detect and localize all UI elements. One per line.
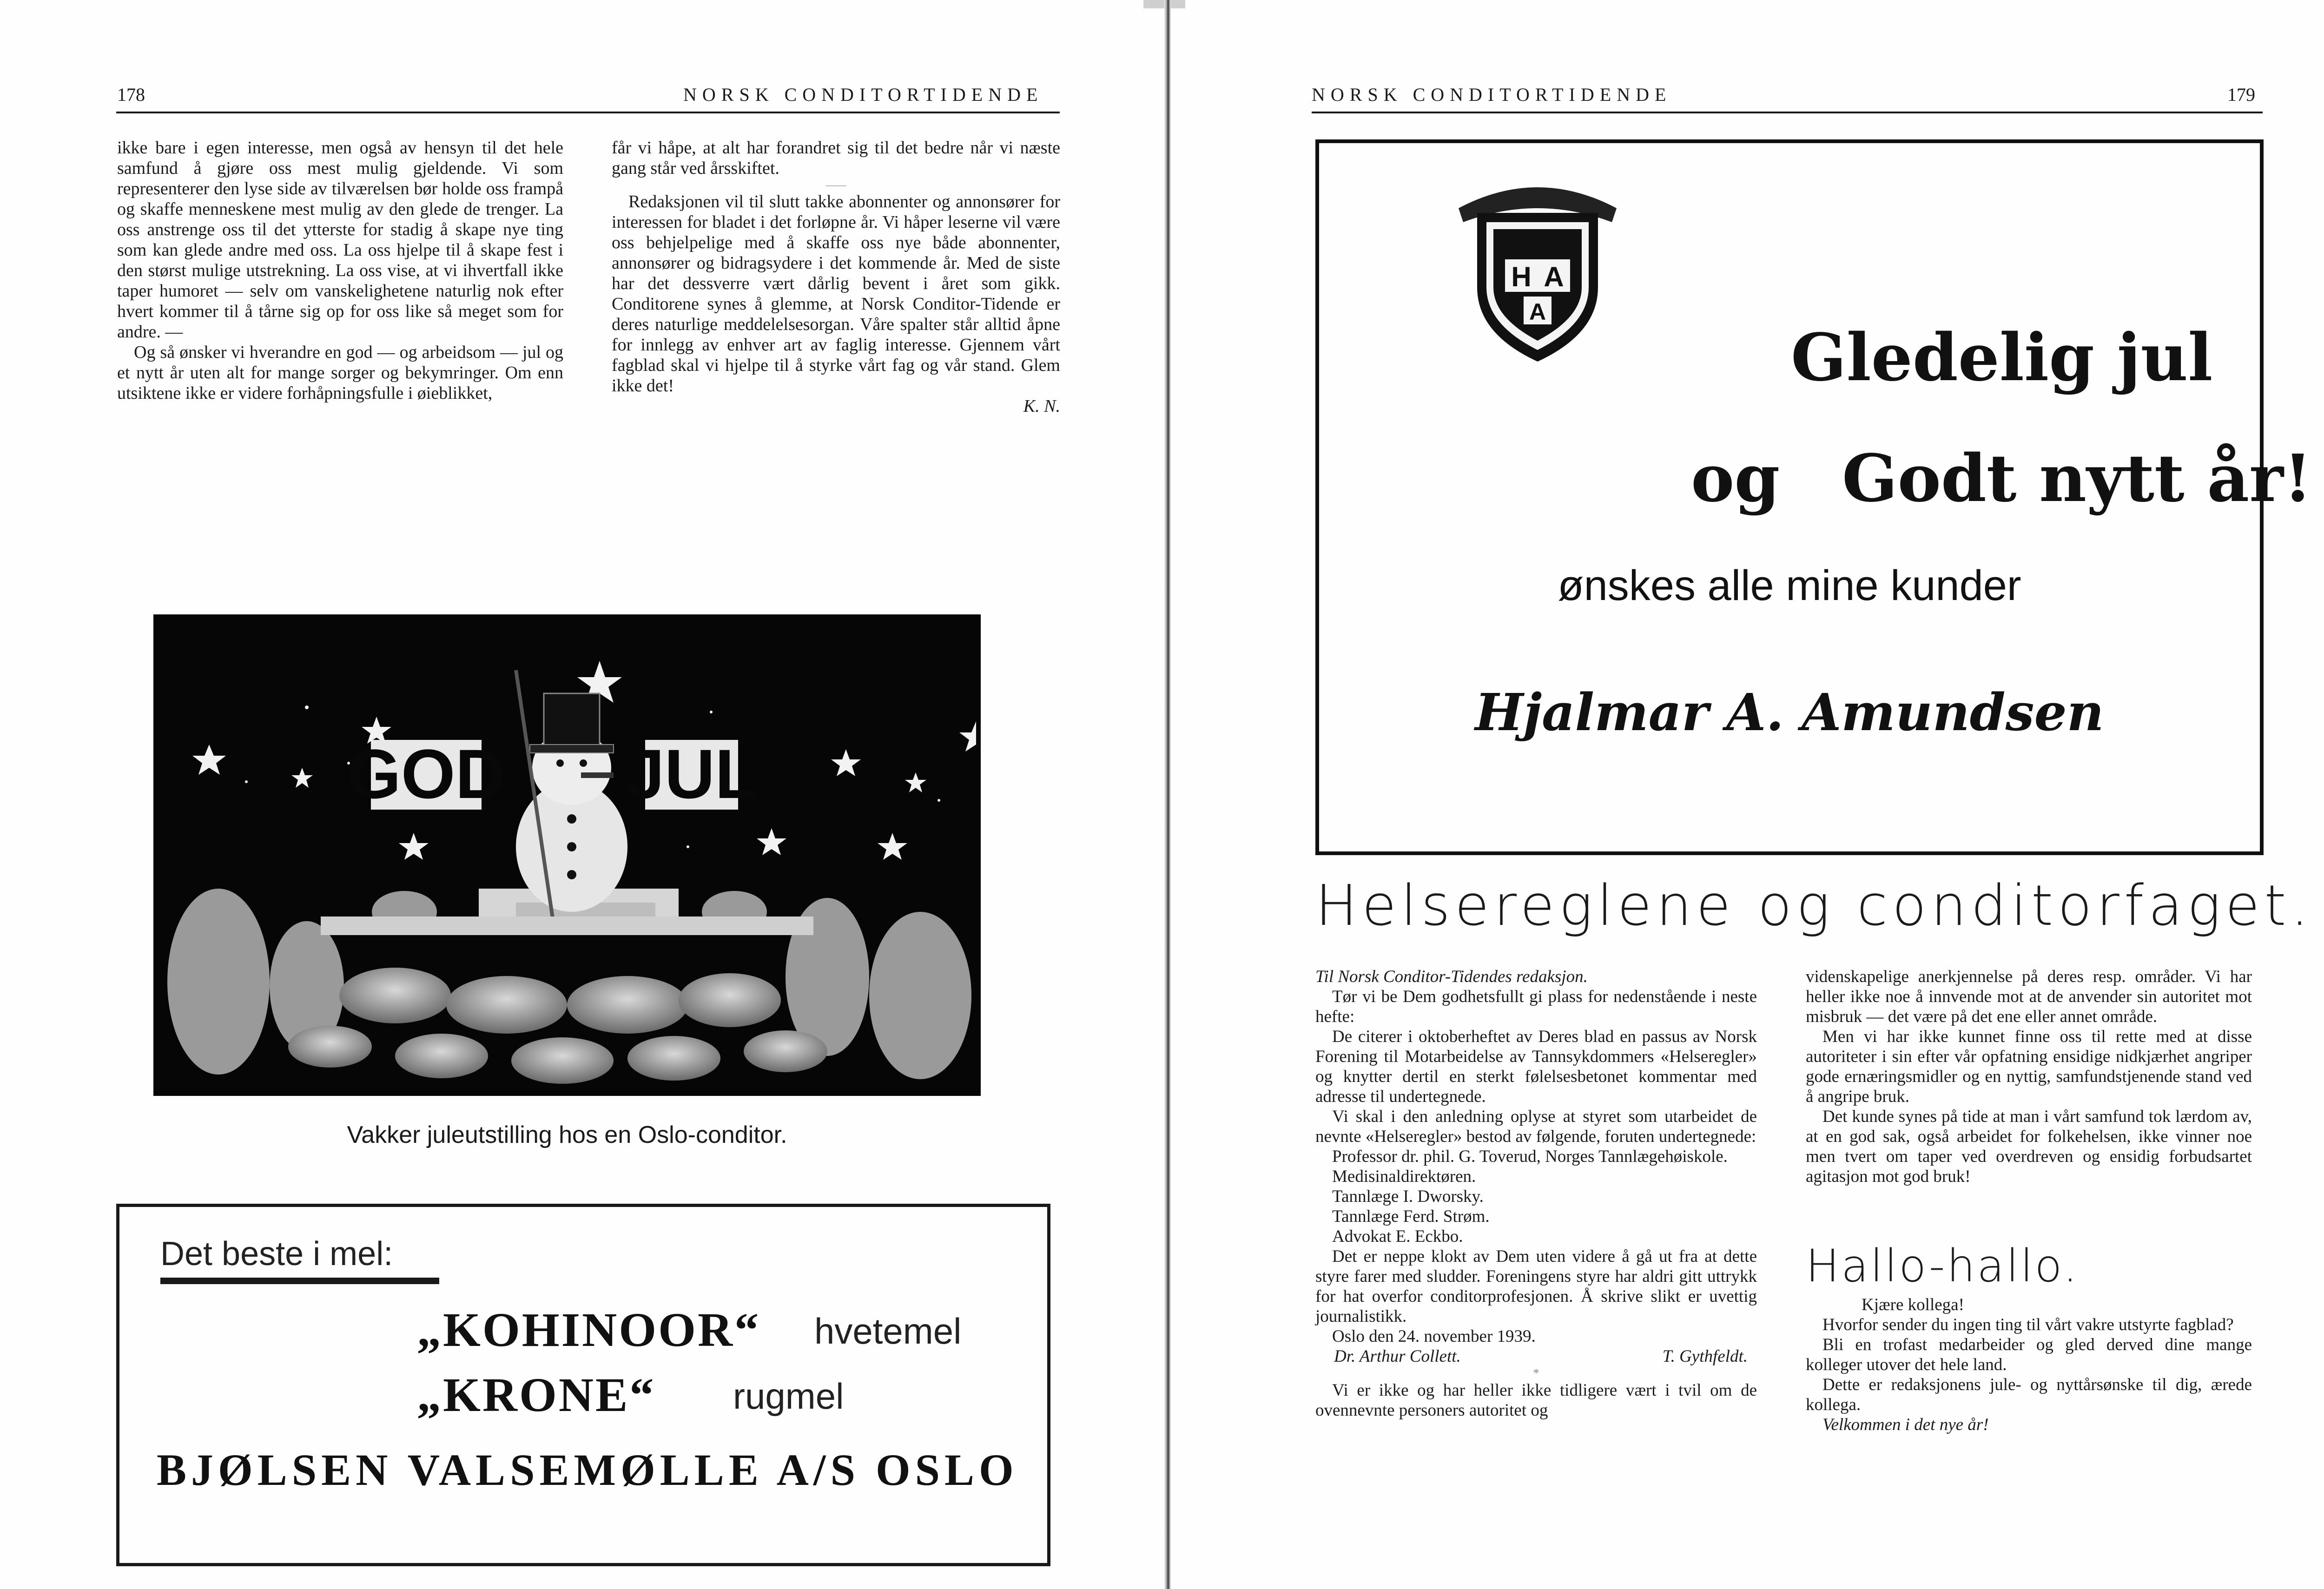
mill-name: BJØLSEN VALSEMØLLE A/S OSLO — [157, 1445, 1018, 1495]
product-kind-1: hvetemel — [814, 1311, 962, 1352]
separator: —— — [825, 179, 846, 191]
board-member: Medisinaldirektøren. — [1332, 1167, 1476, 1186]
left-column-2 — [612, 138, 1060, 416]
running-head-left: NORSK CONDITORTIDENDE — [683, 84, 1043, 105]
left-column-1 — [117, 138, 563, 403]
article-title: Helsereglene og conditorfaget. — [1315, 874, 2313, 938]
hallo-closing: Velkommen i det nye år! — [1822, 1415, 1989, 1434]
brand-kohinoor: „KOHINOOR“ — [417, 1303, 761, 1357]
hallo-salutation: Kjære kollega! — [1862, 1295, 1964, 1314]
signer-2: T. Gythfeldt. — [1662, 1347, 1748, 1366]
product-kind-2: rugmel — [733, 1376, 844, 1417]
paragraph: ikke bare i egen interesse, men også av hensyn til det hele samfund å gjøre oss mest mulig gjeldende. Vi som representerer den lyse side av tilværelsen bør holde oss frampå og skaffe menneskene mest mulig av den glede de trenger. La oss anstrenge oss til det ytterste for stadig å skape nye ting som kan glede andre med oss. La oss hjelpe til å skape fest i den størst mulige utstrekning. La oss vise, at vi ihvertfall ikke taper humoret — selv om vanskelighetene naturlig nok efter hvert kommer til å tårne sig op for oss like så meget som for andre. — — [117, 138, 563, 342]
logo-letter-a2: A — [1529, 299, 1546, 325]
display-illustration — [153, 614, 981, 1096]
greeting-line-3: ønskes alle mine kunder — [1558, 562, 2021, 609]
page-number-left: 178 — [117, 84, 145, 105]
brand-krone: „KRONE“ — [417, 1368, 656, 1422]
page-number-right: 179 — [2227, 84, 2255, 105]
header-rule-right — [1312, 112, 2263, 113]
logo-letter-h: H — [1511, 261, 1532, 292]
paragraph: Vi er ikke og har heller ikke tidligere vært i tvil om de ovennevnte personers autoritet og — [1315, 1381, 1757, 1420]
article-column-1 — [1315, 967, 1757, 1420]
sign-text-right: JUL — [626, 735, 758, 813]
paragraph: Det er neppe klokt av Dem uten videre å gå ut fra at dette styre farer med sludder. Foreningens styre har aldri gitt uttrykk for hat overfor conditorprofesjonen. Å skrive slikt er uvettig journalistikk. — [1315, 1247, 1757, 1326]
board-member: Tannlæge I. Dworsky. — [1332, 1187, 1484, 1206]
paragraph: Dette er redaksjonens jule- og nyttårsønske til dig, ærede kollega. — [1806, 1375, 2252, 1414]
paragraph: Redaksjonen vil til slutt takke abonnenter og annonsører for interessen for bladet i det forløpne år. Vi håper leserne vil være oss behjelpelige med å skaffe oss nye både abonnenter, annonsører og bidragsydere i det kommende år. Med de siste har det dessverre vært dårlig bevent i året som gikk. Conditorene synes å glemme, at Norsk Conditor-Tidende er deres naturlige meddelelsesorgan. Våre spalter står alltid åpne for innlegg av enhver art av faglig interesse. Gjennem vårt fagblad skal vi hjelpe til å styrke vårt fag og vår stand. Glem ikke det! — [612, 192, 1060, 396]
hallo-title: Hallo-hallo. — [1806, 1240, 2080, 1292]
article-column-2 — [1806, 967, 2252, 1435]
paragraph: videnskapelige anerkjennelse på deres resp. områder. Vi har heller ikke noe å innvende mot at de anvender sin autoritet mot misbruk — det være på det ene eller annet område. — [1806, 967, 2252, 1026]
christmas-display-photo — [153, 614, 981, 1096]
date-line: Oslo den 24. november 1939. — [1332, 1327, 1536, 1346]
shield-logo-icon — [1449, 176, 1626, 371]
greeting-line-2-og: og — [1691, 441, 1780, 517]
paragraph: Tør vi be Dem godhetsfullt gi plass for nedenstående i neste hefte: — [1315, 987, 1757, 1026]
signer-1: Dr. Arthur Collett. — [1334, 1347, 1461, 1366]
star-divider: * — [1533, 1366, 1539, 1380]
signatures — [1315, 1346, 1757, 1366]
board-member: Tannlæge Ferd. Strøm. — [1332, 1207, 1490, 1226]
paragraph: Det kunde synes på tide at man i vårt samfund tok lærdom av, at en god sak, også arbeidet for folkehelsen, ikke vinner noe men tvert om taper ved overdreven og ensidig forbudsartet agitasjon mot god bruk! — [1806, 1107, 2252, 1186]
ad-lead-text: Det beste i mel: — [160, 1235, 393, 1273]
board-member: Advokat E. Eckbo. — [1332, 1227, 1463, 1246]
paragraph: Vi skal i den anledning oplyse at styret som utarbeidet de nevnte «Helseregler» bestod av følgende, foruten undertegnede: — [1315, 1107, 1757, 1146]
photo-caption: Vakker juleutstilling hos en Oslo-conditor. — [347, 1121, 787, 1148]
salutation: Til Norsk Conditor-Tidendes redaksjon. — [1315, 967, 1588, 986]
christmas-greeting-advertisement — [1315, 139, 2312, 855]
paragraph: Hvorfor sender du ingen ting til vårt vakre utstyrte fagblad? — [1822, 1315, 2234, 1334]
flour-advertisement — [116, 1204, 1050, 1566]
ad-lead-underline — [160, 1278, 439, 1284]
greeting-line-1: Gledelig jul — [1791, 320, 2213, 396]
header-rule-left — [116, 112, 1060, 113]
logo-letter-a: A — [1544, 261, 1564, 292]
paragraph: Men vi har ikke kunnet finne oss til rette med at disse autoriteter i sin efter vår opfatning ensidige nidkjærhet angriper gode ernæringsmidler og en nyttig, samfundstjenende stand ved å angripe bruk. — [1806, 1027, 2252, 1106]
paragraph: får vi håpe, at alt har forandret sig til det bedre når vi næste gang står ved årsskiftet. — [612, 138, 1060, 178]
sign-text-left: GOD — [347, 735, 506, 813]
paragraph: Professor dr. phil. G. Toverud, Norges Tannlægehøiskole. — [1332, 1147, 1728, 1166]
signature: K. N. — [1023, 396, 1060, 416]
running-head-right: NORSK CONDITORTIDENDE — [1312, 84, 1672, 105]
paragraph: Og så ønsker vi hverandre en god — og arbeidsom — jul og et nytt år uten alt for mange sorger og bekymringer. Om enn utsiktene ikke er videre forhåpningsfulle i øieblikket, — [117, 343, 563, 403]
book-gutter — [1164, 0, 1171, 1589]
paragraph: De citerer i oktoberheftet av Deres blad en passus av Norsk Forening til Motarbeidelse av Tannsykdommers «Helseregler» og knytter dertil en sterkt følelsesbetonet kommentar med adresse til undertegnede. — [1315, 1027, 1757, 1106]
paragraph: Bli en trofast medarbeider og gled derved dine mange kolleger utover det hele land. — [1806, 1335, 2252, 1374]
advertiser-name: Hjalmar A. Amundsen — [1475, 682, 2104, 742]
greeting-line-2: Godt nytt år! — [1842, 441, 2312, 517]
